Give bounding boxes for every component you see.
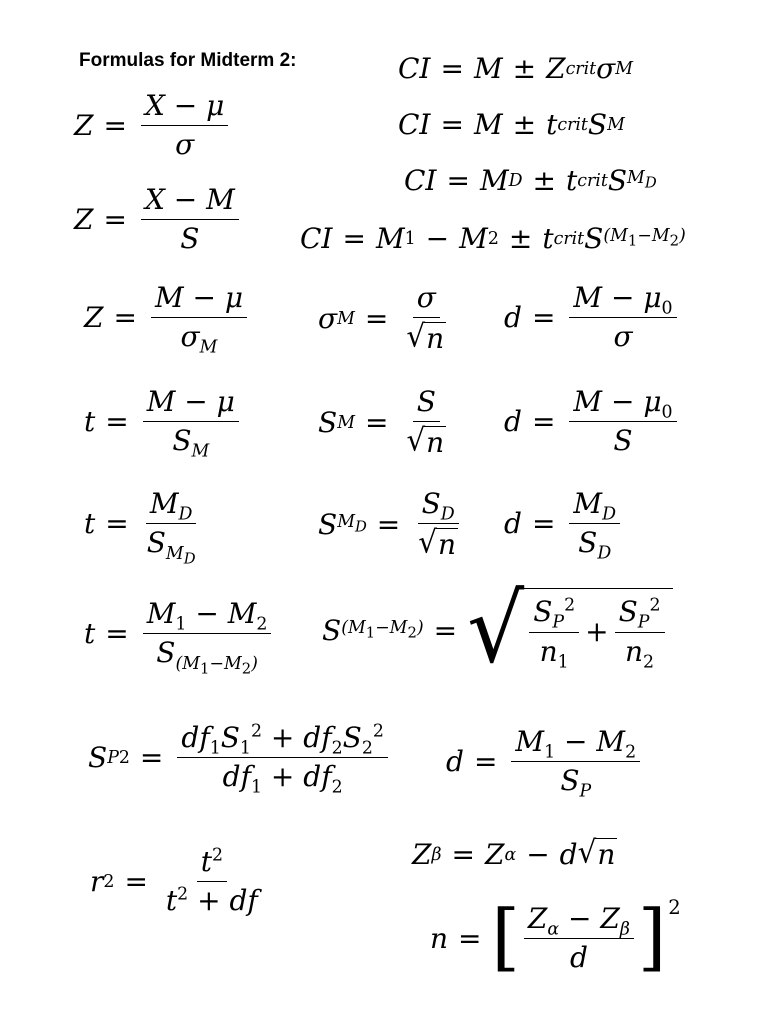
formula-ci-paired: CI = M D ± t crit S $M_D$ — [404, 164, 657, 197]
formula-standard-error-paired: S $M_D$ = $S_D$ √ n — [318, 488, 466, 561]
formula-z-raw-population: Z = $\frac{X - \mu}{\sigma}$ — [74, 90, 232, 161]
formula-cohens-d-sample: d = $\frac{M - \mu_0}{S}$ — [504, 386, 681, 457]
formula-t-paired: t = $\frac{M_D}{S_{M_D}}$ — [84, 487, 196, 568]
formula-z-raw-sample: Z = $\frac{X - M}{S}$ — [74, 184, 243, 255]
formula-t-single-sample: t = $\frac{M - \mu}{S_M}$ — [84, 386, 243, 457]
formula-ci-z: CI = M ± Z crit σ M — [398, 52, 634, 85]
formula-cohens-d-population: d = $\frac{M - \mu_0}{\sigma}$ — [504, 282, 681, 353]
formula-cohens-d-independent: d = $\frac{M_1 - M_2}{S_P}$ — [446, 726, 644, 797]
formula-standard-error-independent: S $(M_1-M_2)$ = √ $\frac{S_P^2}{n_1}$ + $\frac{S_P^2}{n_2}$ — [322, 588, 673, 673]
page-heading: Formulas for Midterm 2: — [79, 50, 297, 71]
formula-ci-t: CI = M ± t crit S M — [398, 108, 625, 141]
formula-r-squared: r 2 = $\frac{t^2}{t^2 + df}$ — [90, 845, 258, 918]
formula-standard-error-population: σ M = σ √ n — [318, 281, 445, 356]
formula-z-mean: Z = $\frac{M - \mu}{\sigma_M}$ — [84, 282, 251, 353]
formula-standard-error-sample: S M = S √ n — [318, 385, 445, 460]
formula-t-independent: t = $\frac{M_1 - M_2}{S_{(M_1-M_2)}}$ — [84, 598, 275, 669]
formula-z-beta: Z β = Z α − d √ n — [412, 834, 616, 872]
formula-cohens-d-paired: d = $\frac{M_D}{S_D}$ — [504, 488, 624, 559]
formula-pooled-variance: S P 2 = $\frac{df_1S_1^2 + df_2S_2^2}{df_1 + df_2}$ — [88, 722, 392, 793]
formula-sample-size: n = [ $\frac{Z_\alpha - Z_\beta}{d}$ ] 2 — [430, 895, 681, 980]
formula-ci-independent: CI = M 1 − M 2 ± t crit S $(M_1-M_2)$ — [300, 222, 686, 255]
